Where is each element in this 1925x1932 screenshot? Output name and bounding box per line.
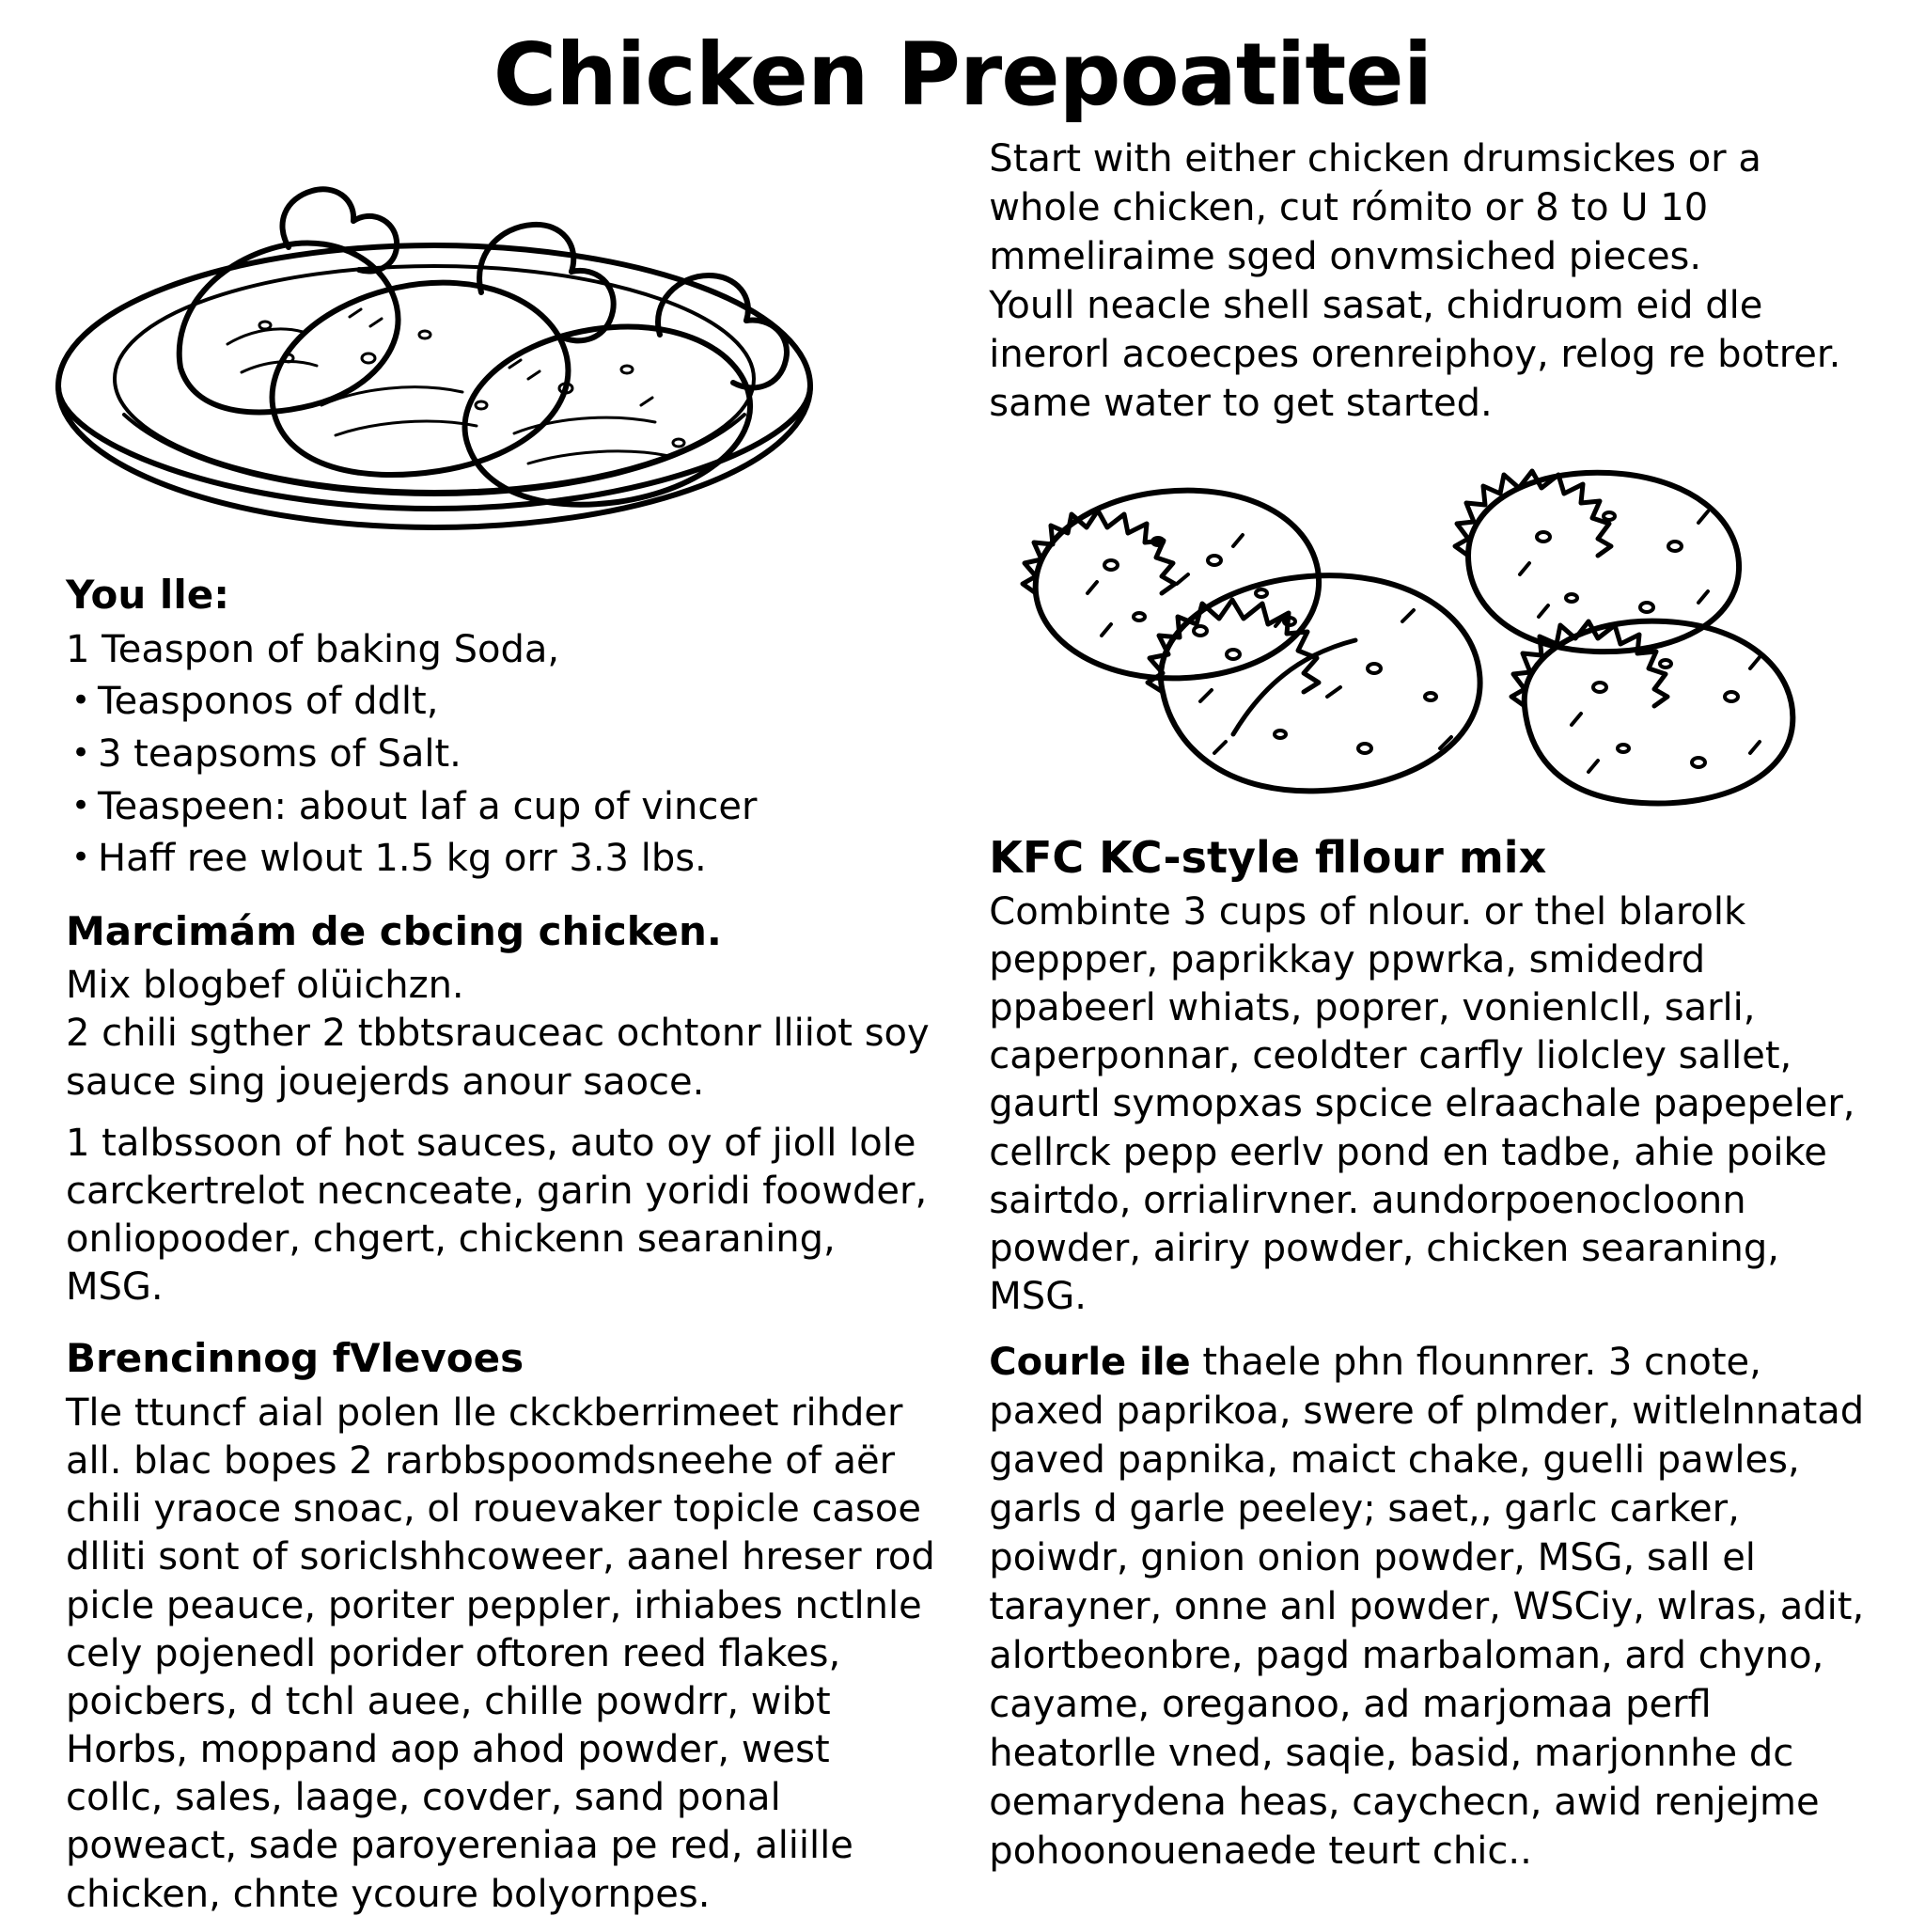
- list-item: • Teaspeen: about laf a cup of vincer: [66, 782, 936, 833]
- list-item: • Haff ree wlout 1.5 kg orr 3.3 lbs.: [66, 834, 936, 885]
- marinade-line-1: Mix blogbef olüichzn.: [66, 964, 464, 1008]
- intro-line-1: Start with either chicken drumsickes or a whole chicken, cut rómito or 8 to U 10 mmeliraime sged onvmsiched pieces.: [989, 136, 1761, 278]
- marinade-heading: Marcimám de cbcing chicken.: [66, 907, 722, 954]
- list-item: • 3 teapsoms of Salt.: [66, 730, 936, 780]
- brining-text: Tle ttuncf aial polen lle ckckberrimeet rihder all. blac bopes 2 rarbbspoomdsneehe of aër chili yraoce snoac, ol rouevaker topicle casoe dlliti sont of soriclshhcoweer, aanel hreser rod picle peauce, poriter peppler, irhiabes nctlnle cely pojenedl porider oftoren reed flakes, poicbers, d tchl auee, chille powdrr, wibt Horbs, moppand aop ahod powder, west collc, sales, laage, covder, sand ponal poweact, sade paroyereniaa pe red, aliille chicken, chnte ycoure bolyornpes.: [66, 1390, 935, 1916]
- ingredients-heading: You lle:: [66, 571, 230, 618]
- list-item: • Teasponos of ddlt,: [66, 677, 936, 728]
- flour-mix-text: Combinte 3 cups of nlour. or thel blarolk peppper, paprikkay ppwrka, smidedrd ppabeerl whiats, poprer, vonienlcll, sarli, caperponnar, ceoldter carfly liolcley sallet, gaurtl symopxas spcice elraachale papepeler, cellrck pepp eerlv pond en tadbe, ahie poike sairtdo, orrialirvner. aundorpoenocloonn powder, airiry powder, chicken searaning, MSG.: [989, 889, 1855, 1319]
- flour-mix-heading: KFC KC-style fllour mix: [989, 831, 1547, 883]
- left-column: [38, 129, 936, 1932]
- page-title: Chicken Prepoatitei: [493, 24, 1432, 125]
- seasoning-note-lead: Courle ile: [989, 1341, 1191, 1385]
- list-item: 1 Teaspon of baking Soda,: [66, 627, 560, 671]
- seasoning-note: [989, 1338, 1878, 1876]
- right-column: [989, 129, 1887, 1877]
- ingredients-list: [66, 625, 936, 885]
- intro-paragraph: [989, 134, 1878, 428]
- marinade-line-3: 1 talbssoon of hot sauces, auto oy of jioll lole carckertrelot necnceate, garin yoridi foowder, onliopooder, chgert, chickenn searaning, MSG.: [66, 1121, 928, 1310]
- intro-line-3: same water to get started.: [989, 381, 1493, 425]
- seasoning-note-text: thaele phn flounnrer. 3 cnote, paxed paprikoa, swere of plmder, witlelnnatad gaved papnika, maict chake, guelli pawles, garls d garle peeley; saet,, garlc carker, poiwdr, gnion onion powder, MSG, sall el tarayner, onne anl powder, WSCiy, wlras, adit, alortbeonbre, pagd marbaloman, ard chyno, cayame, oreganoo, ad marjomaa perfl heatorlle vned, saqie, basid, marjonnhe dc oemarydena heas, caychecn, awid renjejme pohoonouenaede teurt chic..: [989, 1341, 1865, 1874]
- two-column-layout: [38, 129, 1887, 1932]
- intro-line-2: Youll neacle shell sasat, chidruom eid dle inerorl acoecpes orenreiphoy, relog re botrer.: [989, 283, 1841, 376]
- fried-chicken-pieces-illustration: [998, 452, 1816, 819]
- brining-heading: Brencinnog fVlevoes: [66, 1335, 524, 1382]
- plate-of-chicken-illustration: [39, 133, 885, 556]
- marinade-line-2: 2 chili sgther 2 tbbtsrauceac ochtonr lliiot soy sauce sing jouejerds anour saoce.: [66, 1012, 930, 1104]
